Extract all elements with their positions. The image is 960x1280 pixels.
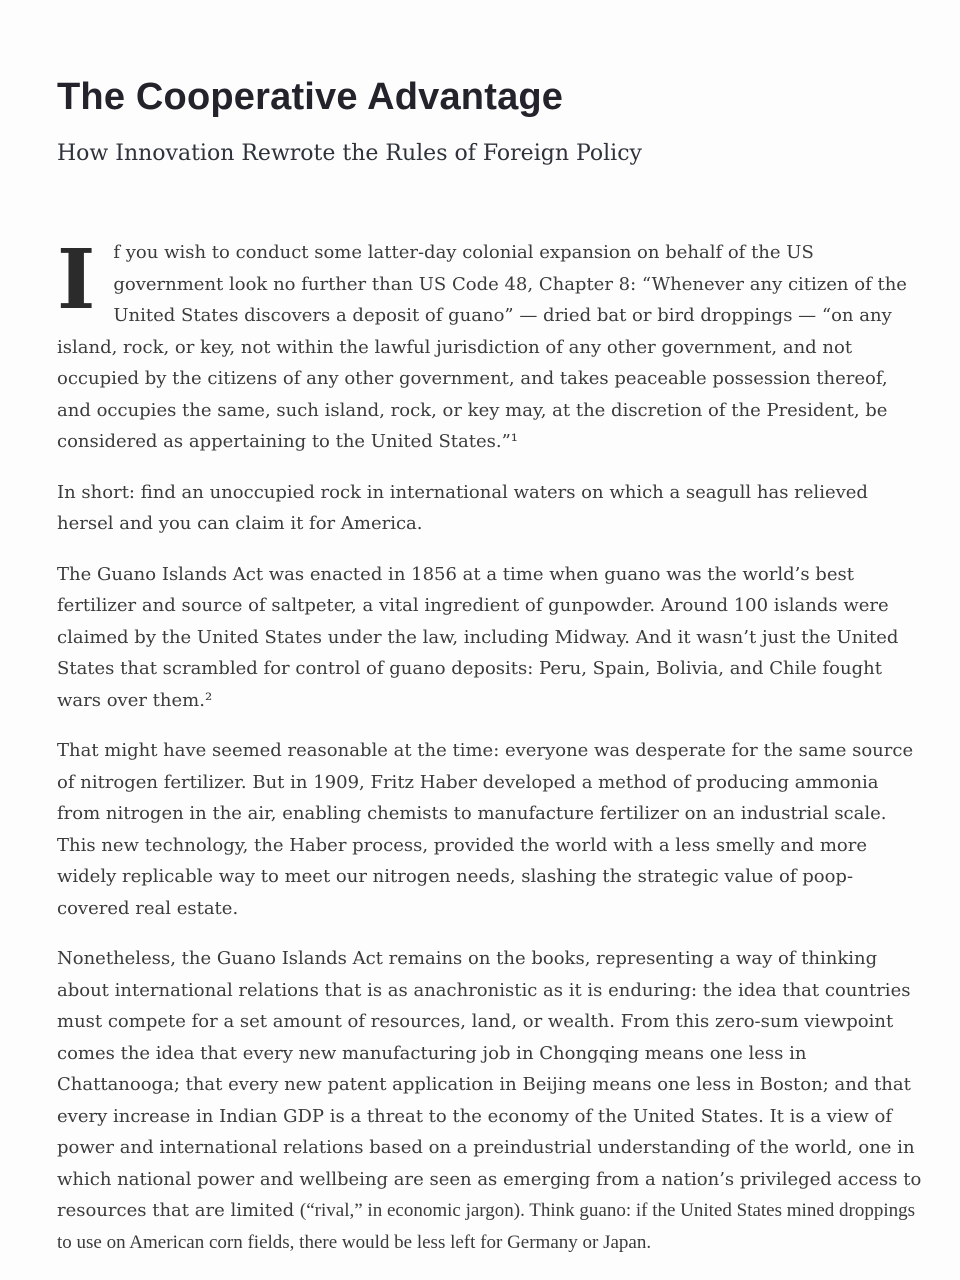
paragraph-haber-process: That might have seemed reasonable at the time: everyone was desperate for the same source of nitrogen fertilizer. But in 1909, Fritz Haber developed a method of producing ammonia from nitrogen in the air, enabling chemists to manufacture fertilizer on an industrial scale. This new technology, the Haber process, provided the world with a less smelly and more widely replicable way to meet our nitrogen needs, slashing the strategic value of poop-covered real estate. <box>57 740 914 919</box>
paragraph-text: f you wish to conduct some latter-day colonial expansion on behalf of the US government look no further than US Code 48, Chapter 8: “Whenever any citizen of the United States discovers a deposit of guano” — dried bat or bird droppings — “on any island, rock, or key, not within the lawful jurisdiction of any other government, and not occupied by the citizens of any other government, and takes peaceable possession thereof, and occupies the same, such island, rock, or key may, at the discretion of the President, be considered as appertaining to the United States.”¹ <box>57 242 907 453</box>
paragraph-text-fallback-font: (“rival,” in economic jargon). Think guano: if the United States mined droppings to use on American corn fields, there would be less left for Germany or Japan. <box>57 1200 916 1253</box>
page-title: The Cooperative Advantage <box>57 76 564 118</box>
paragraph-zero-sum <box>57 943 923 1258</box>
paragraph-in-short: In short: find an unoccupied rock in international waters on which a seagull has relieved hersel and you can claim it for America. <box>57 481 868 535</box>
paragraph-intro <box>57 232 923 458</box>
drop-cap: I <box>57 232 96 329</box>
paragraph-text: Nonetheless, the Guano Islands Act remains on the books, representing a way of thinking about international relations that is as anachronistic as it is enduring: the idea that countries must compete for a set amount of resources, land, or wealth. From this zero-sum viewpoint comes the idea that every new manufacturing job in Chongqing means one less in Chattanooga; that every new patent application in Beijing means one less in Boston; and that every increase in Indian GDP is a threat to the economy of the United States. It is a view of power and international relations based on a preindustrial understanding of the world, one in which national power and wellbeing are seen as emerging from a nation’s privileged access to resources that are limited <box>57 948 922 1222</box>
article-body <box>57 232 923 1258</box>
page-subtitle: How Innovation Rewrote the Rules of Foreign Policy <box>57 141 642 166</box>
paragraph-guano-act: The Guano Islands Act was enacted in 1856 at a time when guano was the world’s best fertilizer and source of saltpeter, a vital ingredient of gunpowder. Around 100 islands were claimed by the United States under the law, including Midway. And it wasn’t just the United States that scrambled for control of guano deposits: Peru, Spain, Bolivia, and Chile fought wars over them.² <box>57 563 899 711</box>
